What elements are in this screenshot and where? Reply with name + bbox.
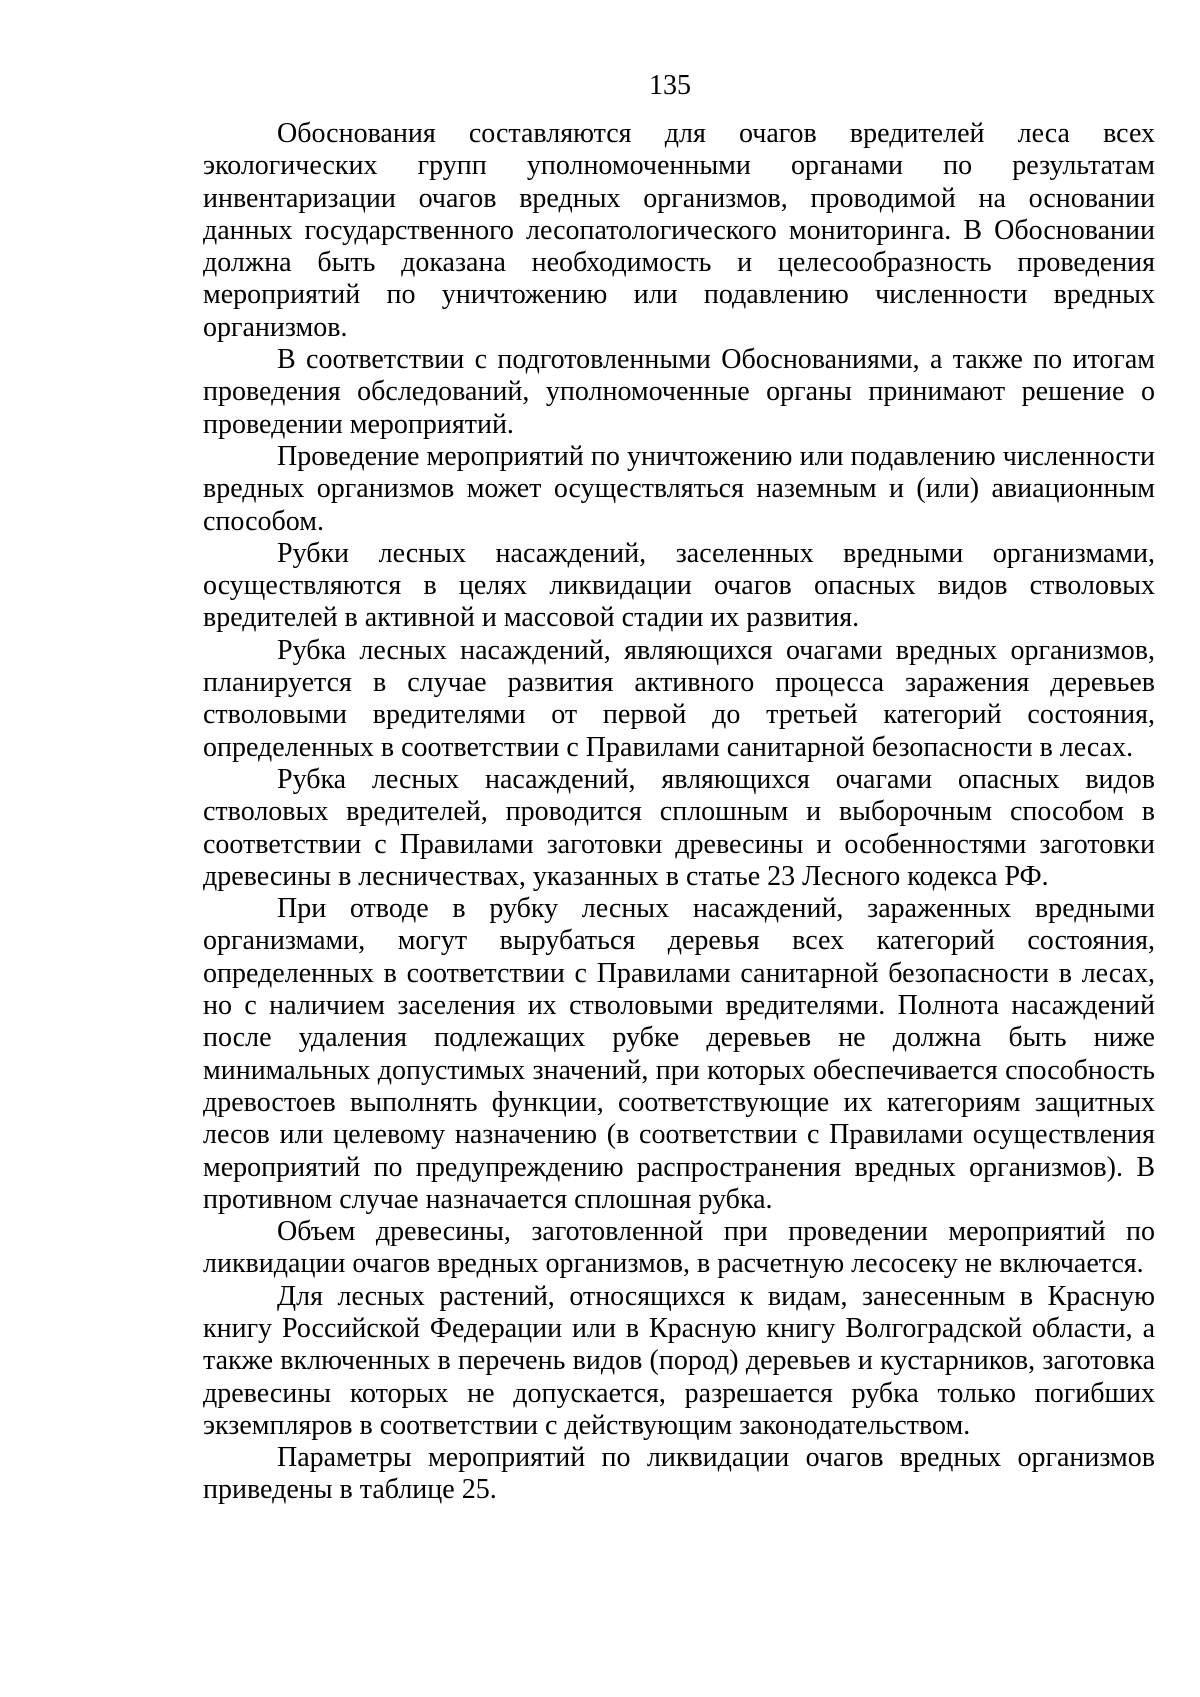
paragraph: Рубка лесных насаждений, являющихся очагами опасных видов стволовых вредителей, проводится сплошным и выборочным способом в соответствии с Правилами заготовки древесины и особенностями заготовки древесины в лесничествах, указанных в статье 23 Лесного кодекса РФ. <box>203 763 1155 892</box>
paragraph: Проведение мероприятий по уничтожению или подавлению численности вредных организмов может осуществляться наземным и (или) авиационным способом. <box>203 440 1155 537</box>
page-number: 135 <box>649 70 691 101</box>
paragraph: Объем древесины, заготовленной при проведении мероприятий по ликвидации очагов вредных организмов, в расчетную лесосеку не включается. <box>203 1216 1155 1280</box>
paragraph: Параметры мероприятий по ликвидации очагов вредных организмов приведены в таблице 25. <box>203 1442 1155 1506</box>
paragraph: Обоснования составляются для очагов вредителей леса всех экологических групп уполномоченными органами по результатам инвентаризации очагов вредных организмов, проводимой на основании данных государственного лесопатологического мониторинга. В Обосновании должна быть доказана необходимость и целесообразность проведения мероприятий по уничтожению или подавлению численности вредных организмов. <box>203 118 1155 343</box>
document-body <box>203 118 1155 1507</box>
paragraph: Рубки лесных насаждений, заселенных вредными организмами, осуществляются в целях ликвидации очагов опасных видов стволовых вредителей в активной и массовой стадии их развития. <box>203 537 1155 634</box>
paragraph: В соответствии с подготовленными Обоснованиями, а также по итогам проведения обследований, уполномоченные органы принимают решение о проведении мероприятий. <box>203 344 1155 440</box>
paragraph: Рубка лесных насаждений, являющихся очагами вредных организмов, планируется в случае развития активного процесса заражения деревьев стволовыми вредителями от первой до третьей категорий состояния, определенных в соответствии с Правилами санитарной безопасности в лесах. <box>203 634 1155 763</box>
paragraph: При отводе в рубку лесных насаждений, зараженных вредными организмами, могут вырубаться деревья всех категорий состояния, определенных в соответствии с Правилами санитарной безопасности в лесах, но с наличием заселения их стволовыми вредителями. Полнота насаждений после удаления подлежащих рубке деревьев не должна быть ниже минимальных допустимых значений, при которых обеспечивается способность древостоев выполнять функции, соответствующие их категориям защитных лесов или целевому назначению (в соответствии с Правилами осуществления мероприятий по предупреждению распространения вредных организмов). В противном случае назначается сплошная рубка. <box>203 893 1155 1215</box>
paragraph: Для лесных растений, относящихся к видам, занесенным в Красную книгу Российской Федерации или в Красную книгу Волгоградской области, а также включенных в перечень видов (пород) деревьев и кустарников, заготовка древесины которых не допускается, разрешается рубка только погибших экземпляров в соответствии с действующим законодательством. <box>203 1280 1155 1441</box>
